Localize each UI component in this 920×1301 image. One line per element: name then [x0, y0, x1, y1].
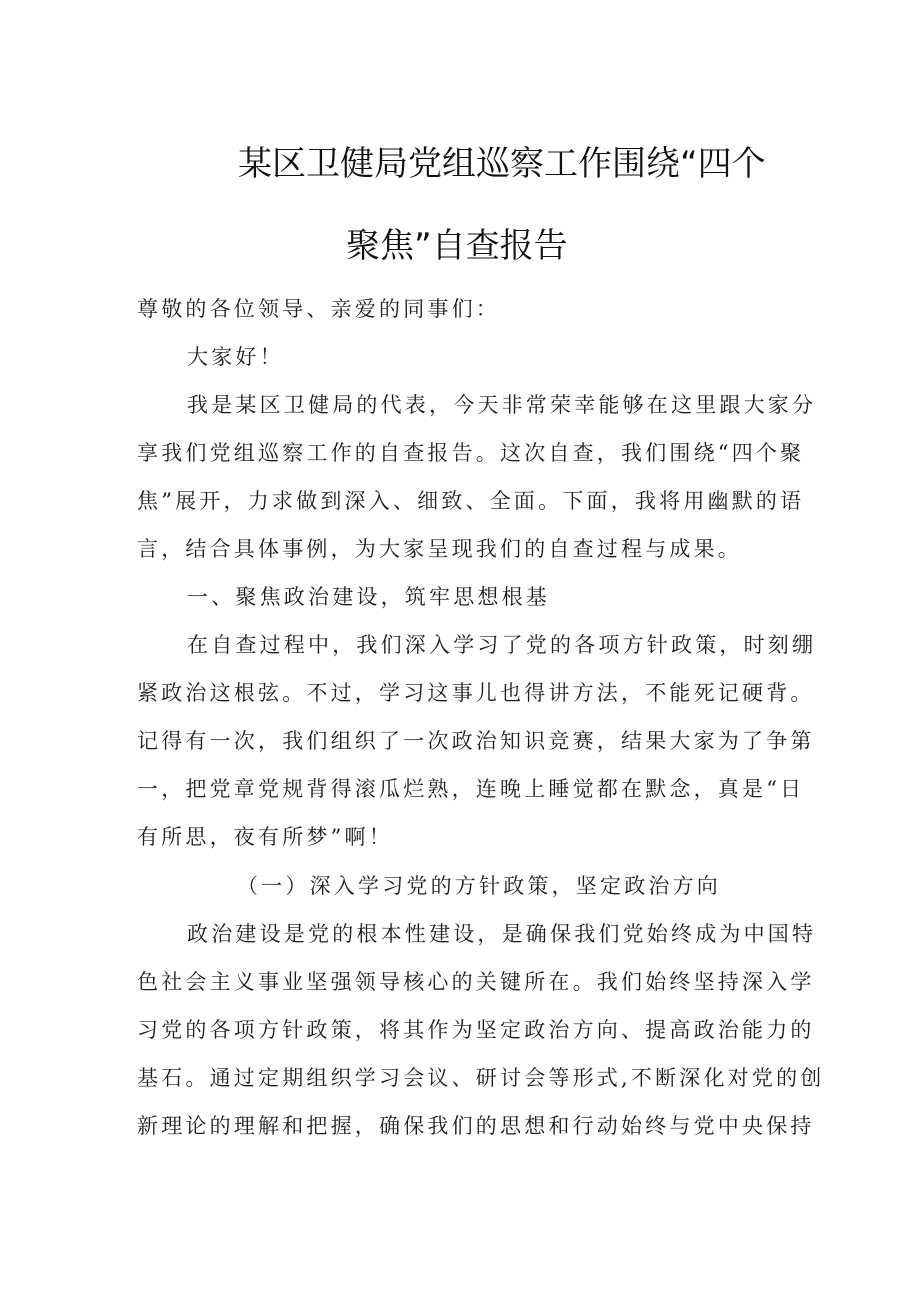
- paragraph-line: 焦”展开，力求做到深入、细致、全面。下面，我将用幽默的语: [137, 489, 805, 513]
- greeting: 大家好！: [187, 345, 284, 369]
- paragraph-line: 有所思，夜有所梦”啊！: [137, 825, 393, 849]
- paragraph-line: 基石。通过定期组织学习会议、研讨会等形式,不断深化对党的创: [137, 1066, 825, 1090]
- paragraph-line: 记得有一次，我们组织了一次政治知识竞赛，结果大家为了争第: [137, 729, 815, 753]
- subsection-heading: （一）深入学习党的方针政策，坚定政治方向: [237, 874, 721, 898]
- document-title-line-1: 某区卫健局党组巡察工作围绕“四个: [238, 144, 766, 184]
- paragraph-line: 新理论的理解和把握，确保我们的思想和行动始终与党中央保持: [137, 1114, 815, 1138]
- paragraph-line: 紧政治这根弦。不过，学习这事儿也得讲方法，不能死记硬背。: [137, 681, 815, 705]
- paragraph-line: 我是某区卫健局的代表，今天非常荣幸能够在这里跟大家分: [187, 393, 817, 417]
- paragraph-line: 习党的各项方针政策，将其作为坚定政治方向、提高政治能力的: [137, 1018, 815, 1042]
- paragraph-line: 色社会主义事业坚强领导核心的关键所在。我们始终坚持深入学: [137, 970, 815, 994]
- salutation: 尊敬的各位领导、亲爱的同事们：: [137, 297, 500, 321]
- paragraph-line: 言，结合具体事例，为大家呈现我们的自查过程与成果。: [137, 537, 742, 561]
- paragraph-line: 在自查过程中，我们深入学习了党的各项方针政策，时刻绷: [187, 633, 817, 657]
- document-title-line-2: 聚焦”自查报告: [346, 226, 568, 266]
- paragraph-line: 一，把党章党规背得滚瓜烂熟，连晚上睡觉都在默念，真是“日: [137, 777, 805, 801]
- section-heading: 一、聚焦政治建设，筑牢思想根基: [187, 585, 550, 609]
- paragraph-line: 享我们党组巡察工作的自查报告。这次自查，我们围绕“四个聚: [137, 441, 805, 465]
- paragraph-line: 政治建设是党的根本性建设，是确保我们党始终成为中国特: [187, 922, 817, 946]
